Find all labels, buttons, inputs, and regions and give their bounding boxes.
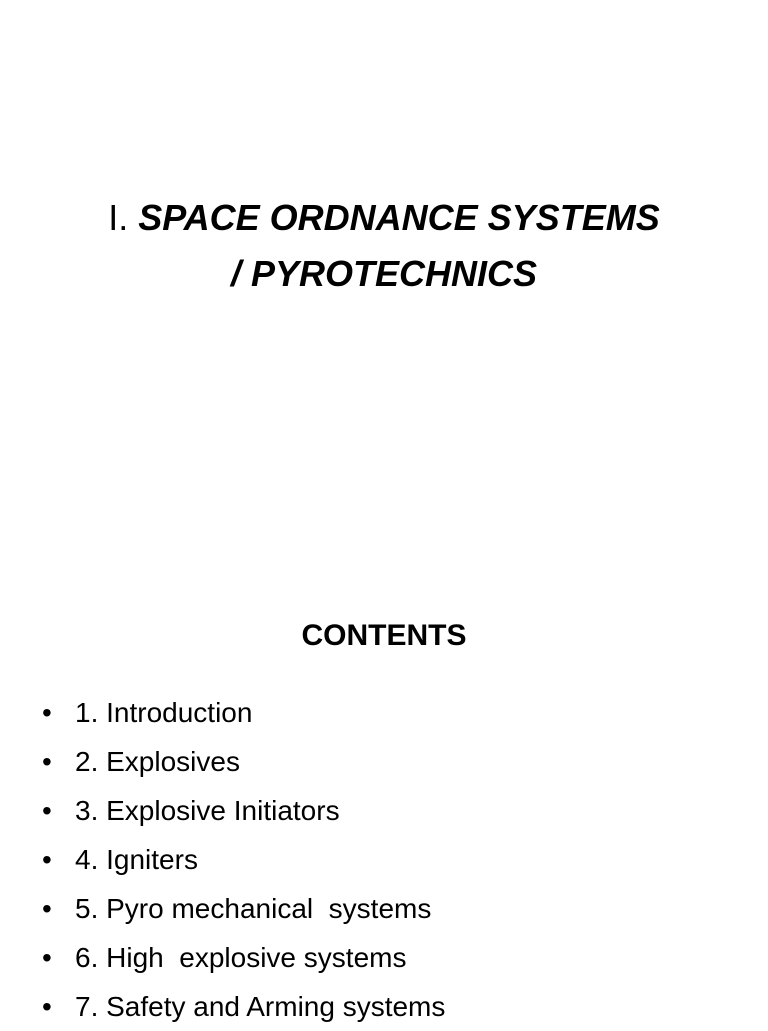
title-numeral: I. [108, 197, 139, 238]
list-item-text: 3. Explosive Initiators [75, 795, 340, 826]
list-item-text: 5. Pyro mechanical systems [75, 893, 432, 924]
title-line-1 [0, 190, 768, 246]
list-item [40, 835, 445, 884]
title-text-line-2: / PYROTECHNICS [230, 253, 538, 294]
bullet-icon: • [42, 844, 52, 875]
list-item [40, 688, 445, 737]
list-item-text: 4. Igniters [75, 844, 198, 875]
list-item-text: 6. High explosive systems [75, 942, 407, 973]
bullet-icon: • [42, 893, 52, 924]
bullet-icon: • [42, 746, 52, 777]
list-item-text: 7. Safety and Arming systems [75, 991, 446, 1022]
contents-heading: CONTENTS [301, 619, 467, 652]
bullet-icon: • [42, 942, 52, 973]
contents-list [40, 688, 445, 1031]
bullet-icon: • [42, 795, 52, 826]
list-item-text: 2. Explosives [75, 746, 240, 777]
bullet-icon: • [42, 991, 52, 1022]
list-item [40, 884, 445, 933]
bullet-icon: • [42, 697, 52, 728]
list-item [40, 933, 445, 982]
list-item [40, 786, 445, 835]
slide-title [0, 190, 768, 302]
list-item [40, 737, 445, 786]
title-text-line-1: SPACE ORDNANCE SYSTEMS [138, 197, 660, 238]
list-item-text: 1. Introduction [75, 697, 253, 728]
